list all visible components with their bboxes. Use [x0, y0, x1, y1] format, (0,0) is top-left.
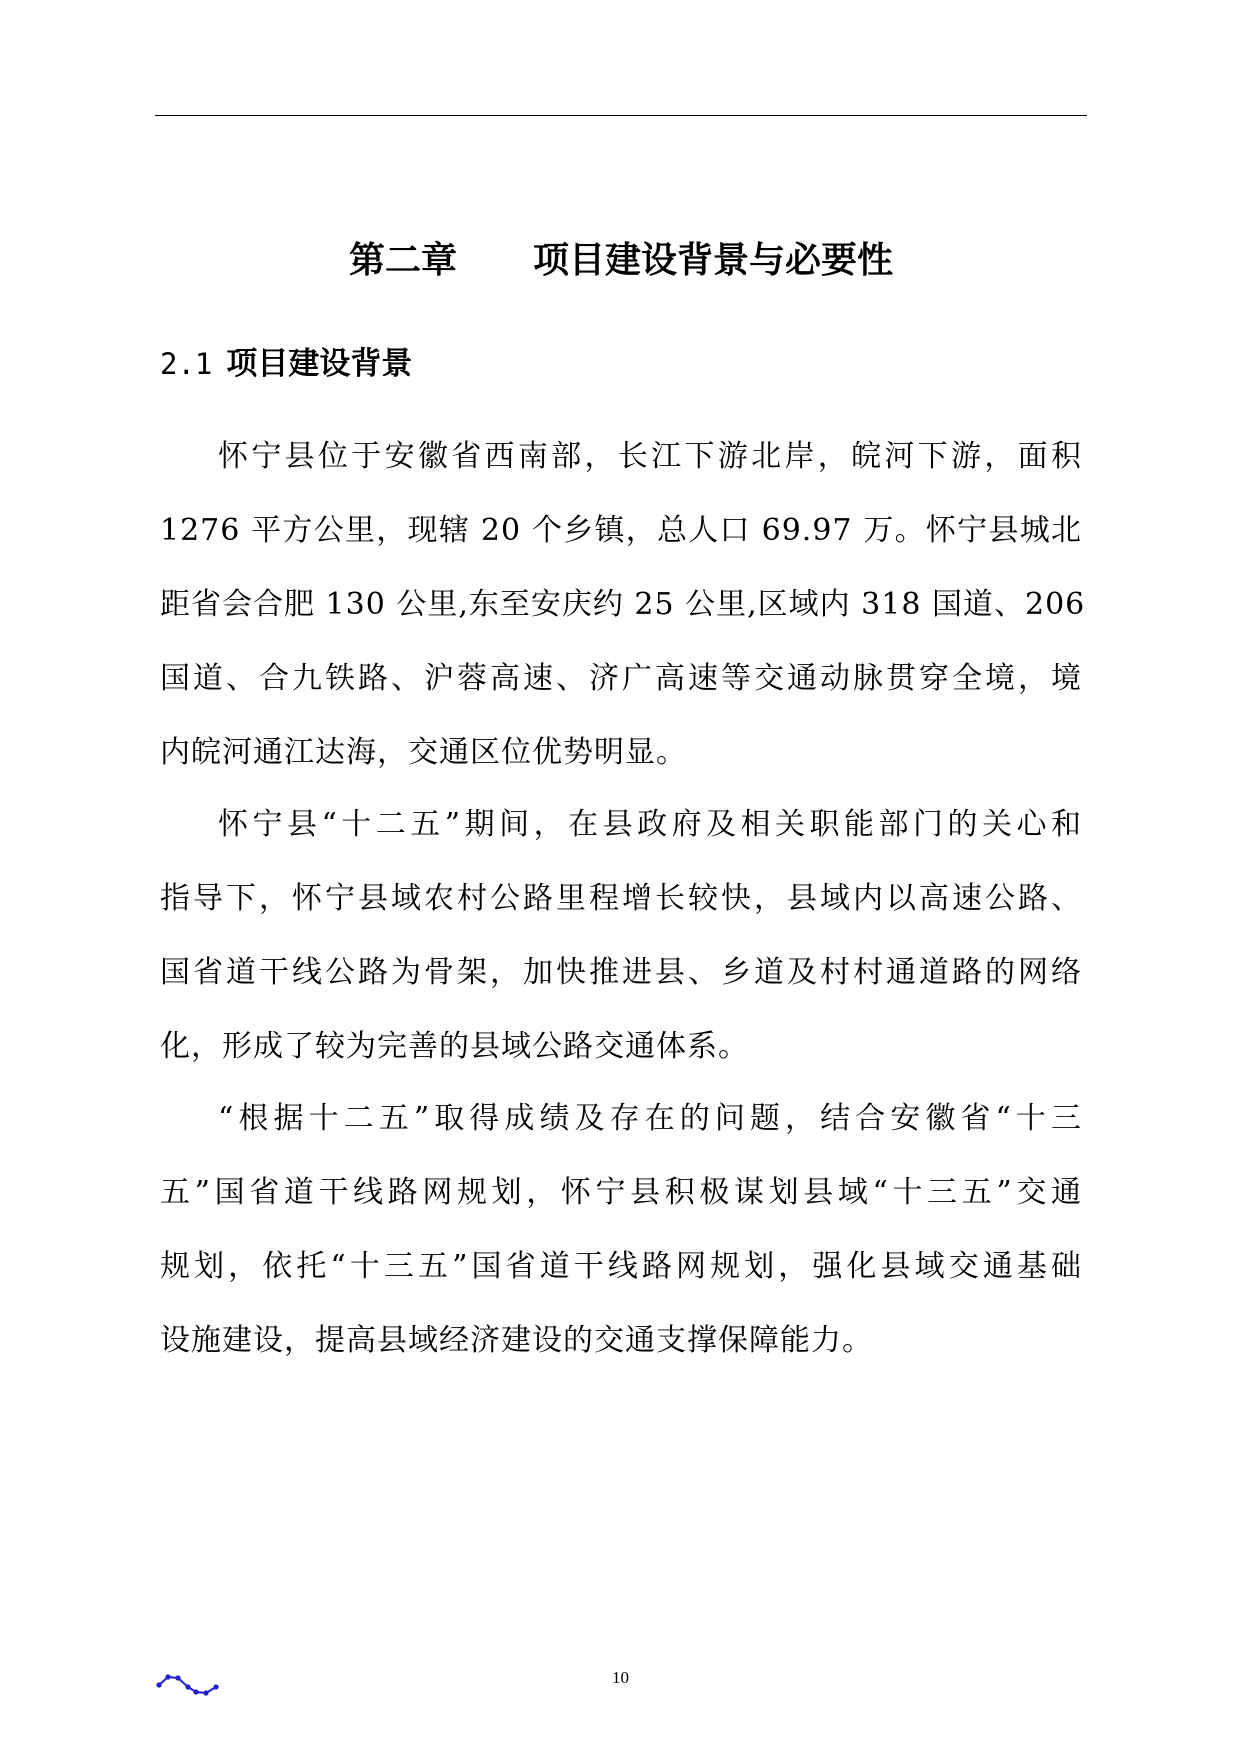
chapter-title: [155, 236, 1087, 286]
paragraph-line: “根据十二五”取得成绩及存在的问题，结合安徽省“十三: [218, 1101, 1082, 1136]
paragraph-line: 规划，依托“十三五”国省道干线路网规划，强化县域交通基础: [160, 1249, 1082, 1284]
paragraph-line: 化，形成了较为完善的县域公路交通体系。: [160, 1029, 749, 1064]
section-title: [160, 342, 412, 386]
chapter-heading: 项目建设背景与必要性: [533, 240, 894, 281]
paragraph-line: 指导下，怀宁县域农村公路里程增长较快，县域内以高速公路、: [160, 881, 1082, 916]
paragraph-line: 内皖河通江达海，交通区位优势明显。: [160, 735, 687, 770]
paragraph-line: 设施建设，提高县域经济建设的交通支撑保障能力。: [160, 1323, 873, 1358]
page-number: 10: [612, 1668, 629, 1687]
paragraph-thirteenth-plan: [160, 1082, 1082, 1378]
section-number: 2.1: [160, 347, 213, 381]
paragraph-twelfth-plan: [160, 788, 1082, 1084]
paragraph-line: 1276 平方公里，现辖 20 个乡镇，总人口 69.97 万。怀宁县城北: [160, 513, 1082, 548]
paragraph-line: 距省会合肥 130 公里,东至安庆约 25 公里,区域内 318 国道、206: [160, 587, 1086, 622]
paragraph-line: 五”国省道干线路网规划，怀宁县积极谋划县域“十三五”交通: [160, 1175, 1082, 1210]
header-rule: [155, 115, 1087, 116]
paragraph-line: 国道、合九铁路、沪蓉高速、济广高速等交通动脉贯穿全境，境: [160, 661, 1082, 696]
paragraph-line: 怀宁县“十二五”期间，在县政府及相关职能部门的关心和: [218, 807, 1082, 842]
chapter-label: 第二章: [348, 240, 457, 281]
section-heading: 项目建设背景: [226, 346, 413, 382]
paragraph-location: [160, 420, 1086, 790]
paragraph-line: 国省道干线公路为骨架，加快推进县、乡道及村村通道路的网络: [160, 955, 1082, 990]
paragraph-line: 怀宁县位于安徽省西南部，长江下游北岸，皖河下游，面积: [218, 439, 1082, 474]
